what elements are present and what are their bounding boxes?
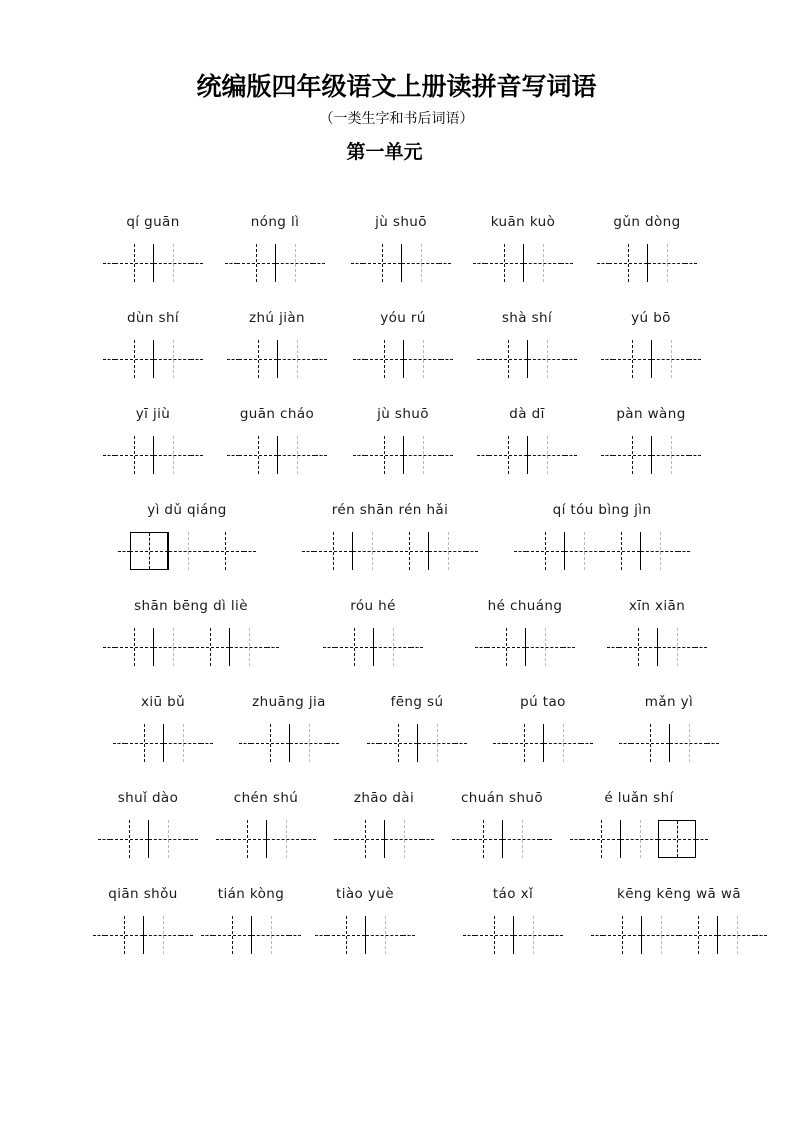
character-grid[interactable]	[225, 244, 325, 282]
character-grid[interactable]	[473, 244, 573, 282]
pinyin-prompt: zhuāng jia	[252, 694, 326, 711]
character-cell[interactable]	[505, 724, 543, 762]
character-cell[interactable]	[314, 532, 352, 570]
character-grid[interactable]	[93, 916, 193, 954]
grid-rule-overhang-left	[473, 244, 485, 282]
grid-rule-overhang-left	[597, 244, 609, 282]
character-cell[interactable]	[143, 916, 181, 954]
grid-rule-overhang-left	[302, 532, 314, 570]
grid-rule-overhang-right	[422, 820, 434, 858]
character-grid[interactable]	[570, 820, 708, 858]
character-cell[interactable]	[641, 916, 679, 954]
character-grid[interactable]	[353, 340, 453, 378]
grid-rule-overhang-left	[452, 820, 464, 858]
word-exercise-group	[367, 696, 467, 762]
pinyin-prompt: guān cháo	[239, 406, 315, 423]
word-exercise-group	[103, 312, 203, 378]
grid-rule-overhang-right	[289, 916, 301, 954]
character-cell[interactable]	[631, 724, 669, 762]
grid-rule-overhang-right	[689, 340, 701, 378]
character-cell[interactable]	[277, 436, 315, 474]
word-exercise-group	[607, 600, 707, 666]
character-cell[interactable]	[403, 436, 441, 474]
pinyin-prompt: fēng sú	[390, 694, 444, 711]
character-cell[interactable]	[125, 724, 163, 762]
pinyin-prompt: yóu rú	[380, 310, 426, 327]
character-grid[interactable]	[475, 628, 575, 666]
word-exercise-group	[353, 408, 453, 474]
character-grid[interactable]	[477, 340, 577, 378]
character-grid[interactable]	[601, 436, 701, 474]
character-grid[interactable]	[103, 436, 203, 474]
pinyin-prompt: xiū bǔ	[140, 694, 186, 711]
pinyin-prompt: qiān shǒu	[108, 886, 178, 903]
pinyin-prompt: tiào yuè	[336, 886, 394, 903]
grid-rule-overhang-left	[323, 628, 335, 666]
character-grid[interactable]	[351, 244, 451, 282]
character-cell[interactable]	[487, 628, 525, 666]
character-cell[interactable]	[543, 724, 581, 762]
character-cell[interactable]	[603, 916, 641, 954]
character-cell[interactable]	[489, 436, 527, 474]
character-cell[interactable]	[669, 724, 707, 762]
grid-rule-overhang-left	[601, 436, 613, 474]
word-exercise-group	[493, 696, 593, 762]
character-grid[interactable]	[103, 628, 279, 666]
character-cell[interactable]	[651, 340, 689, 378]
character-cell[interactable]	[527, 436, 565, 474]
character-grid[interactable]	[118, 532, 256, 570]
grid-rule-overhang-right	[244, 532, 256, 570]
pinyin-prompt: shān bēng dì liè	[134, 598, 248, 615]
character-cell[interactable]	[237, 244, 275, 282]
character-grid[interactable]	[103, 244, 203, 282]
word-exercise-group	[98, 792, 198, 858]
character-grid[interactable]	[452, 820, 552, 858]
character-cell[interactable]	[327, 916, 365, 954]
pinyin-prompt: gǔn dòng	[613, 214, 681, 231]
grid-rule-overhang-left	[367, 724, 379, 762]
grid-rule-overhang-right	[304, 820, 316, 858]
character-cell[interactable]	[502, 820, 540, 858]
word-exercise-group	[103, 408, 203, 474]
grid-rule-overhang-right	[563, 628, 575, 666]
character-cell[interactable]	[417, 724, 455, 762]
grid-rule-overhang-left	[103, 628, 115, 666]
grid-rule-overhang-right	[315, 436, 327, 474]
grid-rule-overhang-right	[707, 724, 719, 762]
word-exercise-group	[452, 792, 552, 858]
grid-rule-overhang-left	[334, 820, 346, 858]
character-grid[interactable]	[315, 916, 415, 954]
pinyin-prompt: qí tóu bìng jìn	[552, 502, 652, 519]
word-exercise-group	[601, 408, 701, 474]
character-cell[interactable]	[251, 724, 289, 762]
character-cell[interactable]	[485, 244, 523, 282]
character-cell[interactable]	[527, 340, 565, 378]
character-grid[interactable]	[591, 916, 767, 954]
grid-rule-overhang-left	[477, 436, 489, 474]
character-cell[interactable]	[115, 340, 153, 378]
grid-rule-overhang-left	[201, 916, 213, 954]
grid-rule-overhang-left	[351, 244, 363, 282]
character-cell[interactable]	[582, 820, 620, 858]
character-cell[interactable]	[206, 532, 244, 570]
grid-rule-overhang-right	[581, 724, 593, 762]
pinyin-prompt: táo xǐ	[492, 886, 534, 903]
grid-rule-overhang-right	[191, 244, 203, 282]
pinyin-prompt: nóng lì	[250, 214, 300, 231]
grid-rule-overhang-left	[118, 532, 130, 570]
grid-rule-overhang-left	[113, 724, 125, 762]
character-cell[interactable]	[513, 916, 551, 954]
character-cell[interactable]	[352, 532, 390, 570]
character-cell[interactable]	[657, 628, 695, 666]
character-cell[interactable]	[647, 244, 685, 282]
pinyin-prompt: kēng kēng wā wā	[617, 886, 741, 903]
character-cell[interactable]	[365, 916, 403, 954]
character-grid[interactable]	[103, 340, 203, 378]
grid-rule-overhang-left	[315, 916, 327, 954]
character-cell[interactable]	[266, 820, 304, 858]
character-grid[interactable]	[227, 340, 327, 378]
word-exercise-group	[103, 600, 279, 666]
pinyin-prompt: chén shú	[233, 790, 299, 807]
grid-rule-overhang-right	[403, 916, 415, 954]
character-cell[interactable]	[523, 244, 561, 282]
pinyin-prompt: rén shān rén hǎi	[331, 502, 449, 519]
grid-rule-overhang-right	[439, 244, 451, 282]
character-cell[interactable]	[115, 244, 153, 282]
character-grid[interactable]	[98, 820, 198, 858]
pinyin-prompt: é luǎn shí	[604, 790, 674, 807]
word-exercise-group	[216, 792, 316, 858]
character-grid[interactable]	[601, 340, 701, 378]
grid-rule-overhang-left	[103, 436, 115, 474]
character-cell[interactable]	[168, 532, 206, 570]
character-cell[interactable]	[609, 244, 647, 282]
character-cell[interactable]	[651, 436, 689, 474]
character-cell[interactable]	[163, 724, 201, 762]
grid-rule-overhang-right	[441, 436, 453, 474]
word-exercise-group	[591, 888, 767, 954]
character-cell[interactable]	[403, 340, 441, 378]
grid-rule-overhang-left	[591, 916, 603, 954]
character-cell[interactable]	[428, 532, 466, 570]
character-cell[interactable]	[153, 244, 191, 282]
pinyin-prompt: jù shuō	[377, 406, 429, 423]
word-exercise-group	[239, 696, 339, 762]
word-exercise-group	[463, 888, 563, 954]
character-cell[interactable]	[148, 820, 186, 858]
character-cell[interactable]	[110, 820, 148, 858]
pinyin-prompt: zhú jiàn	[248, 310, 306, 327]
character-grid[interactable]	[477, 436, 577, 474]
character-grid[interactable]	[334, 820, 434, 858]
character-grid[interactable]	[367, 724, 467, 762]
word-exercise-group	[227, 312, 327, 378]
character-cell[interactable]	[228, 820, 266, 858]
character-grid[interactable]	[113, 724, 213, 762]
grid-rule-overhang-right	[678, 532, 690, 570]
grid-rule-overhang-right	[755, 916, 767, 954]
pinyin-prompt: kuān kuò	[490, 214, 556, 231]
word-exercise-group	[473, 216, 573, 282]
grid-rule-overhang-left	[353, 436, 365, 474]
pinyin-prompt: zhāo dài	[353, 790, 415, 807]
grid-rule-overhang-right	[191, 340, 203, 378]
character-cell[interactable]	[213, 916, 251, 954]
grid-rule-overhang-right	[315, 340, 327, 378]
pinyin-prompt: tián kòng	[217, 886, 285, 903]
word-exercise-group	[351, 216, 451, 282]
pinyin-prompt: hé chuáng	[487, 598, 563, 615]
character-cell[interactable]	[229, 628, 267, 666]
character-cell[interactable]	[602, 532, 640, 570]
grid-rule-overhang-left	[93, 916, 105, 954]
character-cell[interactable]	[620, 820, 658, 858]
exercise-row	[0, 570, 793, 666]
pinyin-prompt: yú bō	[631, 310, 671, 327]
character-cell[interactable]	[384, 820, 422, 858]
word-exercise-group	[323, 600, 423, 666]
grid-rule-overhang-right	[411, 628, 423, 666]
character-cell[interactable]	[239, 340, 277, 378]
word-exercise-group	[201, 888, 301, 954]
grid-rule-overhang-right	[689, 436, 701, 474]
pinyin-prompt: mǎn yì	[644, 694, 694, 711]
word-exercise-group	[619, 696, 719, 762]
word-exercise-group	[113, 696, 213, 762]
character-cell[interactable]	[275, 244, 313, 282]
character-cell[interactable]	[613, 340, 651, 378]
grid-rule-overhang-left	[227, 340, 239, 378]
word-exercise-group	[477, 312, 577, 378]
character-cell[interactable]	[153, 340, 191, 378]
grid-rule-overhang-left	[514, 532, 526, 570]
character-cell[interactable]	[464, 820, 502, 858]
character-cell[interactable]	[390, 532, 428, 570]
grid-rule-overhang-left	[463, 916, 475, 954]
pinyin-prompt: pú tao	[520, 694, 566, 711]
pinyin-prompt: dùn shí	[126, 310, 180, 327]
character-cell[interactable]	[115, 628, 153, 666]
character-grid[interactable]	[463, 916, 563, 954]
character-cell[interactable]	[289, 724, 327, 762]
grid-rule-overhang-right	[565, 436, 577, 474]
exercise-row	[0, 378, 793, 474]
word-exercise-group	[227, 408, 327, 474]
grid-rule-overhang-left	[103, 340, 115, 378]
character-cell[interactable]	[153, 628, 191, 666]
pinyin-prompt: qí guān	[126, 214, 180, 231]
word-exercise-group	[93, 888, 193, 954]
grid-rule-overhang-right	[696, 820, 708, 858]
pinyin-prompt: róu hé	[350, 598, 396, 615]
grid-rule-overhang-left	[227, 436, 239, 474]
grid-rule-overhang-right	[191, 436, 203, 474]
grid-rule-overhang-left	[607, 628, 619, 666]
page-subtitle: （一类生字和书后词语）	[319, 111, 474, 127]
word-exercise-group	[315, 888, 415, 954]
grid-rule-overhang-left	[216, 820, 228, 858]
word-exercise-group	[225, 216, 325, 282]
character-grid[interactable]	[227, 436, 327, 474]
character-cell[interactable]	[191, 628, 229, 666]
pinyin-prompt: yī jiù	[135, 406, 171, 423]
pinyin-prompt: pàn wàng	[616, 406, 686, 423]
grid-rule-overhang-right	[565, 340, 577, 378]
word-exercise-group	[597, 216, 697, 282]
grid-rule-overhang-left	[239, 724, 251, 762]
grid-rule-overhang-right	[327, 724, 339, 762]
character-cell[interactable]	[679, 916, 717, 954]
grid-rule-overhang-left	[477, 340, 489, 378]
exercise-row	[0, 666, 793, 762]
exercise-area	[0, 186, 793, 954]
grid-rule-overhang-right	[181, 916, 193, 954]
grid-rule-overhang-right	[685, 244, 697, 282]
word-exercise-group	[601, 312, 701, 378]
grid-rule-overhang-left	[475, 628, 487, 666]
exercise-row	[0, 282, 793, 378]
character-grid[interactable]	[239, 724, 339, 762]
character-cell[interactable]	[365, 340, 403, 378]
character-cell[interactable]	[277, 340, 315, 378]
grid-rule-overhang-left	[98, 820, 110, 858]
character-cell[interactable]	[489, 340, 527, 378]
page-title: 统编版四年级语文上册读拼音写词语	[196, 72, 597, 101]
character-cell[interactable]	[335, 628, 373, 666]
character-cell[interactable]	[239, 436, 277, 474]
pinyin-prompt: yì dǔ qiáng	[147, 502, 227, 519]
grid-rule-overhang-right	[561, 244, 573, 282]
character-cell[interactable]	[526, 532, 564, 570]
grid-rule-overhang-left	[103, 244, 115, 282]
character-cell[interactable]	[475, 916, 513, 954]
character-grid[interactable]	[514, 532, 690, 570]
character-cell[interactable]	[658, 820, 696, 858]
word-exercise-group	[570, 792, 708, 858]
pinyin-prompt: jù shuō	[375, 214, 427, 231]
pinyin-prompt: dà dī	[509, 406, 545, 423]
pinyin-prompt: shà shí	[501, 310, 553, 327]
word-exercise-group	[103, 216, 203, 282]
character-grid[interactable]	[607, 628, 707, 666]
word-exercise-group	[514, 504, 690, 570]
character-cell[interactable]	[153, 436, 191, 474]
character-cell[interactable]	[379, 724, 417, 762]
character-cell[interactable]	[619, 628, 657, 666]
exercise-row	[0, 858, 793, 954]
word-exercise-group	[353, 312, 453, 378]
grid-rule-overhang-left	[493, 724, 505, 762]
exercise-row	[0, 186, 793, 282]
character-cell[interactable]	[640, 532, 678, 570]
character-cell[interactable]	[401, 244, 439, 282]
character-cell[interactable]	[365, 436, 403, 474]
exercise-row	[0, 474, 793, 570]
grid-rule-overhang-right	[313, 244, 325, 282]
word-exercise-group	[334, 792, 434, 858]
grid-rule-overhang-right	[201, 724, 213, 762]
character-grid[interactable]	[323, 628, 423, 666]
word-exercise-group	[118, 504, 256, 570]
character-cell[interactable]	[373, 628, 411, 666]
character-grid[interactable]	[493, 724, 593, 762]
grid-rule-overhang-right	[551, 916, 563, 954]
character-cell[interactable]	[717, 916, 755, 954]
character-cell[interactable]	[251, 916, 289, 954]
pinyin-prompt: chuán shuō	[460, 790, 544, 807]
grid-rule-overhang-right	[186, 820, 198, 858]
grid-rule-overhang-right	[695, 628, 707, 666]
character-cell[interactable]	[115, 436, 153, 474]
grid-rule-overhang-left	[353, 340, 365, 378]
pinyin-prompt: xīn xiān	[628, 598, 686, 615]
grid-rule-overhang-right	[267, 628, 279, 666]
word-exercise-group	[475, 600, 575, 666]
character-cell[interactable]	[346, 820, 384, 858]
character-grid[interactable]	[216, 820, 316, 858]
unit-heading: 第一单元	[346, 140, 423, 163]
character-cell[interactable]	[613, 436, 651, 474]
character-cell[interactable]	[363, 244, 401, 282]
grid-rule-overhang-right	[540, 820, 552, 858]
character-grid[interactable]	[201, 916, 301, 954]
character-grid[interactable]	[302, 532, 478, 570]
grid-rule-overhang-left	[225, 244, 237, 282]
grid-rule-overhang-left	[619, 724, 631, 762]
word-exercise-group	[302, 504, 478, 570]
character-cell[interactable]	[105, 916, 143, 954]
character-cell[interactable]	[564, 532, 602, 570]
grid-rule-overhang-left	[601, 340, 613, 378]
character-grid[interactable]	[597, 244, 697, 282]
grid-rule-overhang-right	[466, 532, 478, 570]
grid-rule-overhang-right	[455, 724, 467, 762]
character-grid[interactable]	[619, 724, 719, 762]
grid-rule-overhang-right	[441, 340, 453, 378]
word-exercise-group	[477, 408, 577, 474]
grid-rule-overhang-left	[570, 820, 582, 858]
exercise-row	[0, 762, 793, 858]
character-cell[interactable]	[525, 628, 563, 666]
character-grid[interactable]	[353, 436, 453, 474]
character-cell[interactable]	[130, 532, 168, 570]
pinyin-prompt: shuǐ dào	[117, 790, 179, 807]
